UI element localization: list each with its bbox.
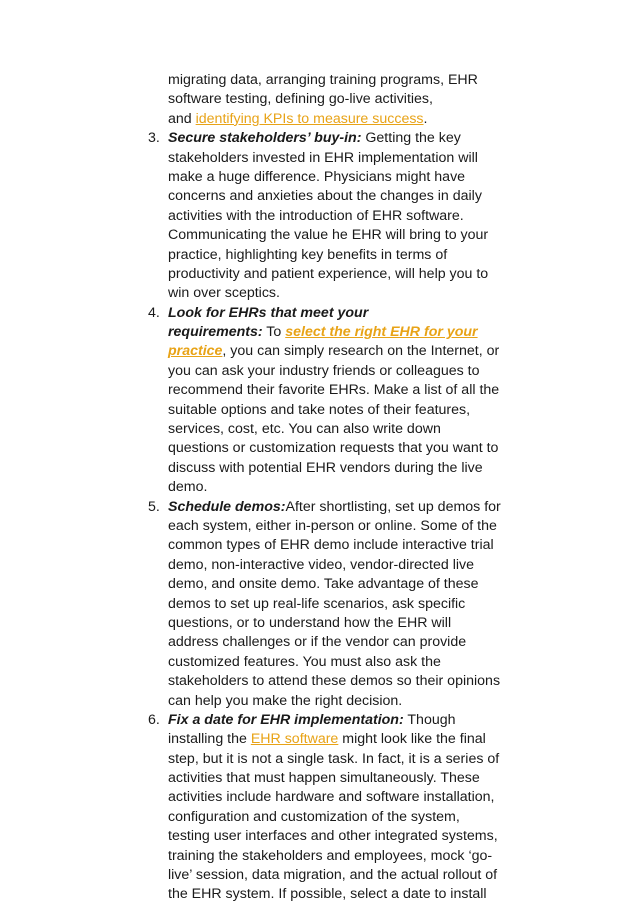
text-line: Communicating the value he EHR will bring to your xyxy=(168,227,489,244)
text-line: the EHR system. If possible, select a date to install xyxy=(168,886,487,903)
text-fragment: . xyxy=(423,110,428,127)
select-right-ehr-link-continued[interactable]: practice xyxy=(168,343,223,360)
ehr-software-link[interactable]: EHR software xyxy=(250,731,339,748)
item-heading: Fix a date for EHR implementation: xyxy=(168,711,404,728)
text-line xyxy=(146,342,518,361)
list-number: 5. xyxy=(148,498,160,515)
text-line: activities that must happen simultaneously. These xyxy=(168,770,480,787)
text-line: can help you make the right decision. xyxy=(168,692,403,709)
text-line xyxy=(146,498,518,517)
item-heading: Look for EHRs that meet your xyxy=(168,304,369,321)
text-line: win over sceptics. xyxy=(168,285,280,302)
text-line: address challenges or if the vendor can provide xyxy=(168,634,467,651)
text-line xyxy=(146,323,518,342)
kpi-success-link[interactable]: identifying KPIs to measure success xyxy=(195,110,424,127)
text-line: activities with the introduction of EHR software. xyxy=(168,207,464,224)
text-line: step, but it is not a single task. In fact, it is a series of xyxy=(168,750,500,767)
text-line: questions or customization requests that you want to xyxy=(168,440,499,457)
list-number: 4. xyxy=(148,304,160,321)
text-line xyxy=(146,129,518,148)
text-line: migrating data, arranging training programs, EHR xyxy=(168,72,478,88)
text-line: stakeholders to attend these demos so their opinions xyxy=(168,673,501,690)
item-heading: requirements: xyxy=(168,324,263,341)
text-line: activities include hardware and software installation, xyxy=(168,789,495,806)
text-line: live’ session, data migration, and the actual rollout of xyxy=(168,867,498,884)
text-fragment: and xyxy=(168,110,196,127)
text-fragment: installing the xyxy=(168,731,251,748)
list-item-3 xyxy=(146,129,518,304)
text-line: training the stakeholders and employees, mock ‘go- xyxy=(168,847,493,864)
text-line xyxy=(146,110,518,129)
text-line: discuss with potential EHR vendors during the live xyxy=(168,459,483,476)
text-line: demo, non-interactive video, vendor-directed live xyxy=(168,556,474,573)
text-line: demo. xyxy=(168,479,208,496)
text-line: productivity and patient experience, will help you to xyxy=(168,265,489,282)
text-line xyxy=(146,711,518,730)
item-heading: Schedule demos: xyxy=(168,498,286,515)
list-item-6 xyxy=(146,711,518,905)
list-item-continuation xyxy=(146,71,518,129)
text-line: configuration and customization of the system, xyxy=(168,808,460,825)
text-line: make a huge difference. Physicians might have xyxy=(168,168,466,185)
text-line xyxy=(146,730,518,749)
text-line: testing user interfaces and other integrated systems, xyxy=(168,828,498,845)
text-line: concerns and anxieties about the changes in daily xyxy=(168,188,482,205)
list-number: 3. xyxy=(148,130,160,147)
text-line: suitable options and take notes of their features, xyxy=(168,401,471,418)
document-body xyxy=(146,71,518,905)
text-fragment: Getting the key xyxy=(361,130,461,147)
item-heading: Secure stakeholders’ buy-in: xyxy=(168,130,362,147)
select-right-ehr-link[interactable]: select the right EHR for your xyxy=(285,324,478,341)
text-fragment: To xyxy=(262,324,286,341)
text-line: stakeholders invested in EHR implementation will xyxy=(168,149,478,166)
text-fragment: After shortlisting, set up demos for xyxy=(285,498,501,515)
text-line: practice, highlighting key benefits in terms of xyxy=(168,246,448,263)
text-fragment: Though xyxy=(403,711,456,728)
text-line xyxy=(146,304,518,323)
text-line: demo, and onsite demo. Take advantage of these xyxy=(168,576,479,593)
text-line: you can ask your industry friends or colleagues to xyxy=(168,362,480,379)
text-line: services, cost, etc. You can also write down xyxy=(168,421,441,438)
list-number: 6. xyxy=(148,711,160,728)
list-item-4 xyxy=(146,304,518,498)
list-item-5 xyxy=(146,498,518,711)
text-line: customized features. You must also ask the xyxy=(168,653,441,670)
text-fragment: might look like the final xyxy=(338,731,486,748)
text-line: each system, either in-person or online. Some of the xyxy=(168,517,497,534)
text-line: questions, or to understand how the EHR will xyxy=(168,614,452,631)
text-line: software testing, defining go-live activities, xyxy=(168,91,433,108)
text-line: common types of EHR demo include interactive trial xyxy=(168,537,494,554)
text-line: demos to set up real-life scenarios, ask specific xyxy=(168,595,466,612)
text-fragment: , you can simply research on the Internet, or xyxy=(222,343,500,360)
text-line: recommend their favorite EHRs. Make a list of all the xyxy=(168,382,500,399)
